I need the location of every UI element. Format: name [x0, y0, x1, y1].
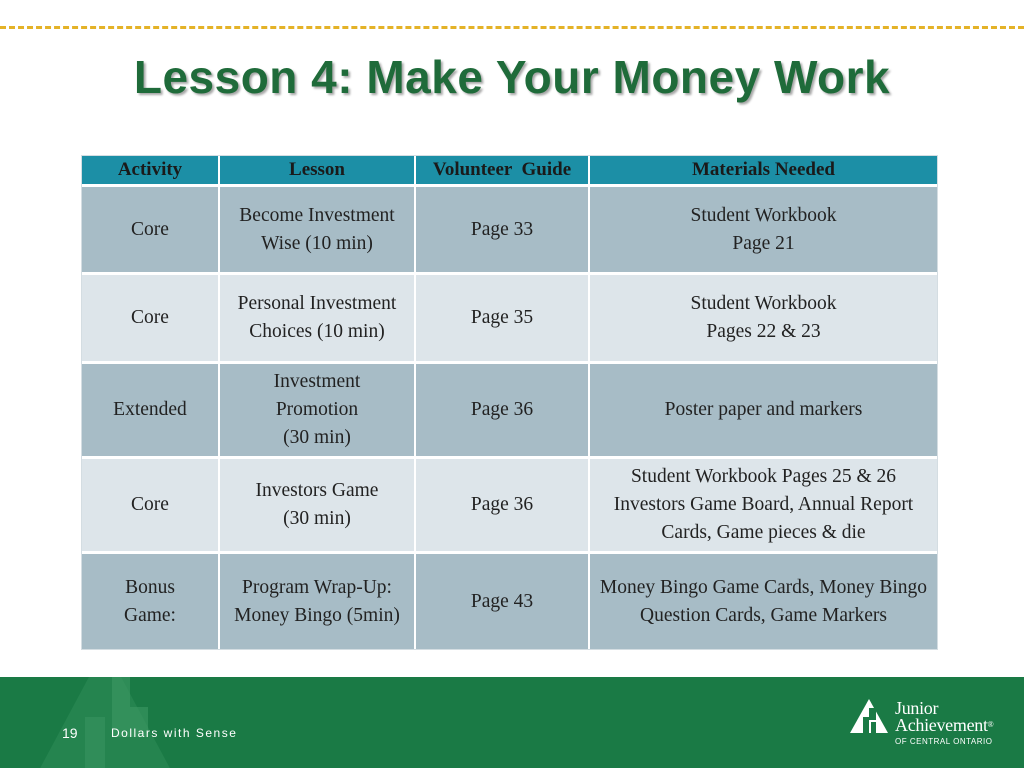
table-row	[82, 275, 937, 364]
cell-materials	[590, 554, 937, 649]
cell-line: Promotion	[275, 399, 359, 420]
cell-line: Investment	[273, 371, 361, 392]
cell-line: Student Workbook	[690, 293, 837, 314]
cell-line: Personal Investment	[237, 293, 397, 314]
logo-registered-mark: ®	[987, 720, 994, 729]
slide-title: Lesson 4: Make Your Money Work	[133, 51, 891, 103]
cell-line: Money Bingo (5min)	[234, 604, 400, 626]
page-number: 19	[62, 725, 78, 741]
cell-line: Page 36	[470, 399, 534, 420]
cell-line: Money Bingo Game Cards, Money Bingo	[599, 576, 928, 598]
cell-line: Choices (10 min)	[249, 321, 385, 342]
cell-line: Page 33	[470, 218, 534, 240]
cell-guide	[416, 459, 590, 554]
junior-achievement-logo	[850, 697, 1000, 747]
table-row	[82, 364, 937, 459]
footer-caption: Dollars with Sense	[111, 726, 238, 740]
logo-line-1: Junior	[895, 698, 939, 718]
footer-tree-watermark-icon	[30, 677, 180, 768]
cell-line: (30 min)	[283, 427, 351, 448]
cell-line: Page 43	[470, 590, 534, 612]
cell-activity	[82, 364, 220, 459]
header-lesson: Lesson	[220, 156, 416, 187]
logo-line-2	[895, 716, 993, 734]
cell-line: Become Investment	[239, 204, 395, 226]
cell-line: Core	[131, 494, 169, 515]
cell-line: Page 36	[470, 494, 534, 515]
cell-activity	[82, 459, 220, 554]
logo-subtitle: OF CENTRAL ONTARIO	[895, 737, 993, 746]
cell-line: Page 35	[470, 307, 534, 328]
top-dashed-divider	[0, 26, 1024, 29]
cell-line: Core	[131, 307, 169, 328]
ja-tree-logo-icon	[850, 699, 888, 733]
cell-materials	[590, 187, 937, 275]
cell-guide	[416, 554, 590, 649]
table-row	[82, 554, 937, 649]
cell-line: Page 21	[732, 232, 795, 254]
cell-line: Bonus	[125, 576, 175, 598]
cell-line: Investors Game Board, Annual Report	[613, 494, 914, 515]
cell-lesson	[220, 275, 416, 364]
lesson-table	[81, 155, 938, 650]
cell-line: Extended	[113, 399, 187, 420]
cell-activity	[82, 554, 220, 649]
table-row	[82, 187, 937, 275]
header-activity: Activity	[82, 156, 220, 187]
cell-line: Student Workbook	[690, 204, 837, 226]
cell-line: Program Wrap-Up:	[242, 576, 392, 598]
header-volunteer-guide: Volunteer Guide	[416, 156, 590, 187]
table-row	[82, 459, 937, 554]
logo-line-2-text: Achievement	[895, 715, 988, 735]
cell-activity	[82, 275, 220, 364]
cell-materials	[590, 275, 937, 364]
cell-guide	[416, 364, 590, 459]
cell-line: Wise (10 min)	[261, 232, 373, 254]
cell-lesson	[220, 554, 416, 649]
cell-lesson	[220, 364, 416, 459]
cell-line: Game:	[124, 604, 176, 626]
cell-line: Core	[131, 218, 169, 240]
slide-footer	[0, 677, 1024, 768]
header-materials-needed: Materials Needed	[590, 156, 937, 187]
cell-materials	[590, 364, 937, 459]
cell-guide	[416, 187, 590, 275]
cell-lesson	[220, 187, 416, 275]
cell-line: Investors Game	[255, 480, 379, 501]
cell-line: Pages 22 & 23	[706, 321, 821, 342]
cell-activity	[82, 187, 220, 275]
cell-line: Cards, Game pieces & die	[661, 522, 866, 543]
cell-line: Question Cards, Game Markers	[640, 604, 887, 626]
cell-line: Student Workbook Pages 25 & 26	[630, 466, 897, 487]
cell-line: Poster paper and markers	[664, 399, 863, 420]
cell-guide	[416, 275, 590, 364]
cell-lesson	[220, 459, 416, 554]
cell-materials	[590, 459, 937, 554]
table-header-row	[82, 156, 937, 187]
cell-line: (30 min)	[283, 508, 351, 529]
